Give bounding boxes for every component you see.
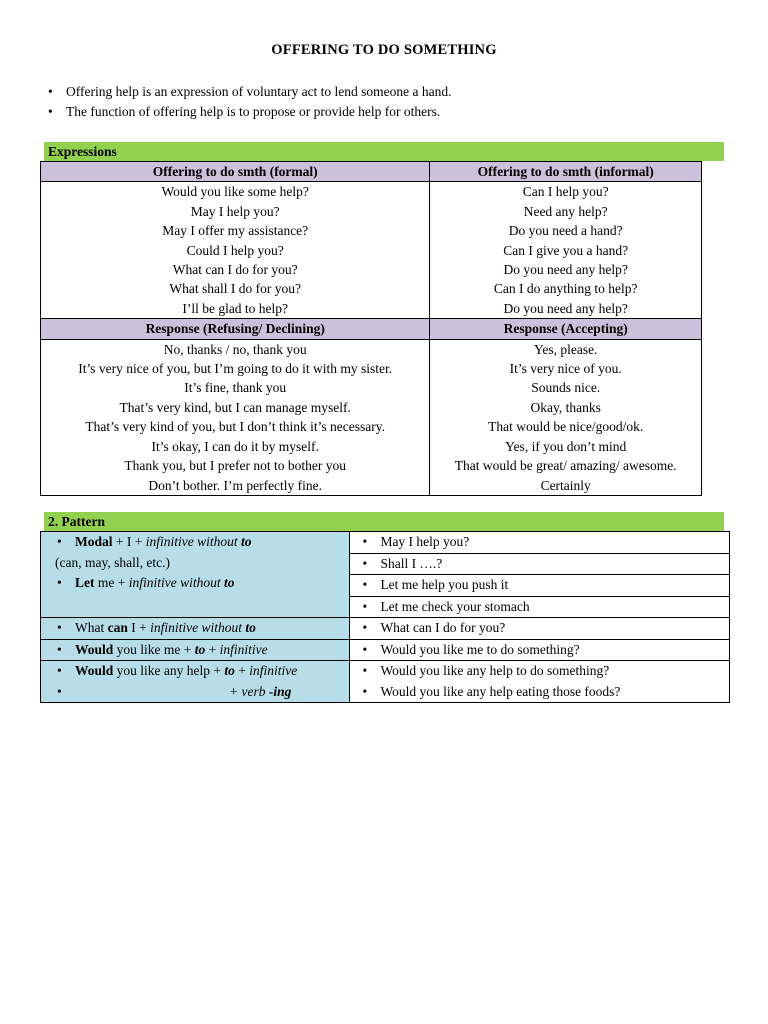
response-row (41, 359, 702, 378)
pattern-section-label: 2. Pattern (44, 512, 724, 531)
offering-row-cell: May I offer my assistance? (41, 221, 430, 240)
response-row-cell: That’s very kind, but I can manage myself. (41, 398, 430, 417)
offering-row-cell: Can I help you? (430, 182, 702, 202)
response-row (41, 456, 702, 475)
response-row-cell: Don’t bother. I’m perfectly fine. (41, 476, 430, 496)
intro-bullet-list (44, 82, 734, 122)
offering-row (41, 182, 702, 202)
offering-row (41, 202, 702, 221)
response-header-row-cell: Response (Refusing/ Declining) (41, 319, 430, 339)
pattern-formula-would-me: • Would you like me + to + infinitive (45, 640, 345, 661)
expressions-table (40, 161, 702, 496)
pattern-formula-cell (41, 618, 350, 640)
pattern-example-cell (350, 639, 730, 661)
offering-row-cell: Could I help you? (41, 241, 430, 260)
response-row-cell: Sounds nice. (430, 378, 702, 397)
intro-bullet: • The function of offering help is to propose or provide help for others. (44, 102, 734, 122)
pattern-example-cell (350, 618, 730, 640)
response-row-cell: It’s very nice of you, but I’m going to do it with my sister. (41, 359, 430, 378)
pattern-example: • Would you like me to do something? (350, 640, 725, 661)
response-row (41, 417, 702, 436)
pattern-example: • May I help you? (350, 532, 729, 554)
response-row (41, 339, 702, 359)
pattern-row-what-can (41, 618, 730, 640)
pattern-formula-what-can: • What can I + infinitive without to (45, 618, 345, 639)
pattern-formula-modal: • Modal + I + infinitive without to (45, 532, 345, 553)
response-row-cell: It’s okay, I can do it by myself. (41, 437, 430, 456)
pattern-formula-modal-note: (can, may, shall, etc.) (55, 554, 170, 570)
pattern-formula-cell (41, 661, 350, 703)
offering-row-cell: Would you like some help? (41, 182, 430, 202)
response-row-cell: That would be great/ amazing/ awesome. (430, 456, 702, 475)
pattern-example: • Shall I ….? (350, 554, 729, 576)
offering-row (41, 279, 702, 298)
page-title: OFFERING TO DO SOMETHING (271, 42, 497, 58)
offering-row-cell: What shall I do for you? (41, 279, 430, 298)
pattern-formula-verb-ing: • + verb -ing (45, 682, 345, 703)
response-row (41, 378, 702, 397)
response-row-cell: It’s fine, thank you (41, 378, 430, 397)
offering-row (41, 299, 702, 319)
offering-row (41, 221, 702, 240)
response-header-row (41, 319, 702, 339)
pattern-example: • Let me help you push it (350, 575, 729, 597)
pattern-row-modal-let (41, 532, 730, 618)
pattern-formula-cell (41, 639, 350, 661)
offering-header-row (41, 162, 702, 182)
pattern-example: • Would you like any help eating those foods? (350, 682, 729, 703)
expressions-section-label: Expressions (44, 142, 724, 161)
pattern-formula-let: • Let me + infinitive without to (45, 573, 345, 594)
response-row (41, 398, 702, 417)
pattern-example: • Let me check your stomach (350, 597, 729, 618)
offering-row-cell: Can I do anything to help? (430, 279, 702, 298)
pattern-formula-would-any-help: • Would you like any help + to + infinitive (45, 661, 345, 682)
offering-row-cell: Do you need a hand? (430, 221, 702, 240)
offering-header-row-cell: Offering to do smth (formal) (41, 162, 430, 182)
pattern-example-cell (350, 532, 730, 618)
offering-header-row-cell: Offering to do smth (informal) (430, 162, 702, 182)
response-row-cell: That would be nice/good/ok. (430, 417, 702, 436)
pattern-table (40, 531, 730, 703)
offering-row-cell: Can I give you a hand? (430, 241, 702, 260)
response-row-cell: It’s very nice of you. (430, 359, 702, 378)
offering-row-cell: Do you need any help? (430, 260, 702, 279)
response-row-cell: Yes, please. (430, 339, 702, 359)
pattern-row-would-any-help (41, 661, 730, 703)
response-row-cell: No, thanks / no, thank you (41, 339, 430, 359)
offering-row-cell: I’ll be glad to help? (41, 299, 430, 319)
pattern-formula-cell (41, 532, 350, 618)
pattern-example-cell (350, 661, 730, 703)
pattern-example: • Would you like any help to do something? (350, 661, 729, 682)
response-row (41, 476, 702, 496)
response-row-cell: Certainly (430, 476, 702, 496)
intro-bullet: • Offering help is an expression of voluntary act to lend someone a hand. (44, 82, 734, 102)
offering-row-cell: Do you need any help? (430, 299, 702, 319)
offering-row-cell: Need any help? (430, 202, 702, 221)
response-row-cell: Okay, thanks (430, 398, 702, 417)
response-row (41, 437, 702, 456)
response-row-cell: That’s very kind of you, but I don’t think it’s necessary. (41, 417, 430, 436)
response-header-row-cell: Response (Accepting) (430, 319, 702, 339)
pattern-row-would-me (41, 639, 730, 661)
offering-row (41, 260, 702, 279)
offering-row-cell: May I help you? (41, 202, 430, 221)
response-row-cell: Yes, if you don’t mind (430, 437, 702, 456)
response-row-cell: Thank you, but I prefer not to bother you (41, 456, 430, 475)
offering-row-cell: What can I do for you? (41, 260, 430, 279)
pattern-example: • What can I do for you? (350, 618, 725, 639)
offering-row (41, 241, 702, 260)
